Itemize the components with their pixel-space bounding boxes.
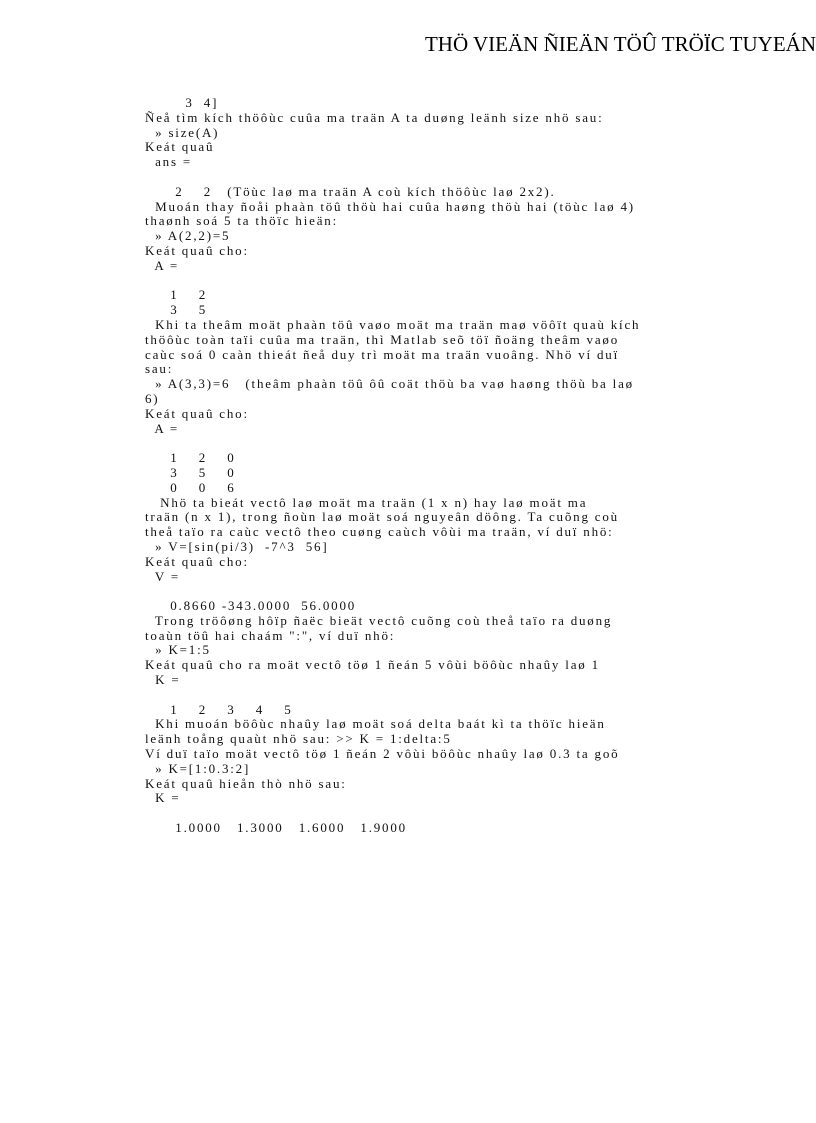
text-line — [145, 688, 816, 703]
text-line: 2 2 (Töùc laø ma traän A coù kích thöôùc laø 2x2). — [145, 183, 556, 199]
text-line: 3 5 — [145, 302, 208, 318]
text-line: A = — [145, 420, 180, 436]
text-line: theå taïo ra caùc vectô theo cuøng caùch vôùi ma traän, ví duï nhö: — [145, 524, 614, 540]
text-line: Nhö ta bieát vectô laø moät ma traän (1 x n) hay laø moät ma — [145, 494, 588, 510]
text-line: toaùn töû hai chaám ":", ví duï nhö: — [145, 627, 396, 643]
text-line: ans = — [145, 154, 193, 170]
text-line: sau: — [145, 361, 174, 377]
text-line: » V=[sin(pi/3) -7^3 56] — [145, 538, 329, 554]
text-line — [145, 274, 816, 289]
text-line: 1.0000 1.3000 1.6000 1.9000 — [145, 820, 407, 836]
text-line: Keát quaû hieån thò nhö sau: — [145, 775, 347, 791]
document-body — [145, 96, 816, 836]
text-line: Khi muoán böôùc nhaûy laø moät soá delta baát kì ta thöïc hieän — [145, 716, 606, 732]
text-line: Khi ta theâm moät phaàn töû vaøo moät ma traän maø vöôït quaù kích — [145, 316, 641, 332]
text-line: 3 4] — [145, 95, 219, 110]
text-line: 1 2 3 4 5 — [145, 701, 293, 717]
text-line: Keát quaû cho: — [145, 405, 249, 421]
text-line: Keát quaû cho: — [145, 242, 249, 258]
text-line: Trong tröôøng hôïp ñaëc bieät vectô cuõng coù theå taïo ra duøng — [145, 612, 613, 628]
text-line: Keát quaû — [145, 139, 215, 155]
text-line: 6) — [145, 390, 160, 406]
text-line: » K=1:5 — [145, 642, 211, 658]
text-line: A = — [145, 257, 180, 273]
text-line: K = — [145, 790, 181, 806]
text-line: » A(2,2)=5 — [145, 228, 231, 244]
text-line: thaønh soá 5 ta thöïc hieän: — [145, 213, 338, 229]
text-line: Keát quaû cho: — [145, 553, 249, 569]
text-line: » A(3,3)=6 (theâm phaàn töû ôû coät thöù ba vaø haøng thöù ba laø — [145, 376, 634, 392]
text-line: Keát quaû cho ra moät vectô töø 1 ñeán 5 vôùi böôùc nhaûy laø 1 — [145, 657, 600, 673]
text-line: 0.8660 -343.0000 56.0000 — [145, 598, 357, 614]
text-line: » K=[1:0.3:2] — [145, 760, 251, 776]
text-line — [145, 584, 816, 599]
text-line: traän (n x 1), trong ñoùn laø moät soá nguyeân döông. Ta cuõng coù — [145, 509, 619, 525]
text-line: 3 5 0 — [145, 464, 236, 480]
text-line: Ñeå tìm kích thöôùc cuûa ma traän A ta duøng leänh size nhö sau: — [145, 109, 604, 125]
text-line — [145, 806, 816, 821]
text-line: leänh toång quaùt nhö sau: >> K = 1:delta:5 — [145, 731, 452, 747]
text-line: 0 0 6 — [145, 479, 236, 495]
text-line: Muoán thay ñoåi phaàn töû thöù hai cuûa haøng thöù hai (töùc laø 4) — [145, 198, 635, 214]
text-line: K = — [145, 672, 181, 688]
page-header: THÖ VIEÄN ÑIEÄN TÖÛ TRÖÏC TUYEÁN — [424, 32, 816, 56]
text-line: caùc soá 0 caàn thieát ñeå duy trì moät ma traän vuoâng. Nhö ví duï — [145, 346, 620, 362]
text-line: Ví duï taïo moät vectô töø 1 ñeán 2 vôùi böôùc nhaûy laø 0.3 ta goõ — [145, 746, 620, 762]
text-line — [145, 170, 816, 185]
text-line: V = — [145, 568, 180, 584]
text-line — [145, 436, 816, 451]
text-line: » size(A) — [145, 124, 220, 140]
text-line: thöôùc toàn taïi cuûa ma traän, thì Matlab seõ töï ñoäng theâm vaøo — [145, 331, 620, 347]
text-line: 1 2 0 — [145, 450, 236, 466]
text-line: 1 2 — [145, 287, 208, 303]
